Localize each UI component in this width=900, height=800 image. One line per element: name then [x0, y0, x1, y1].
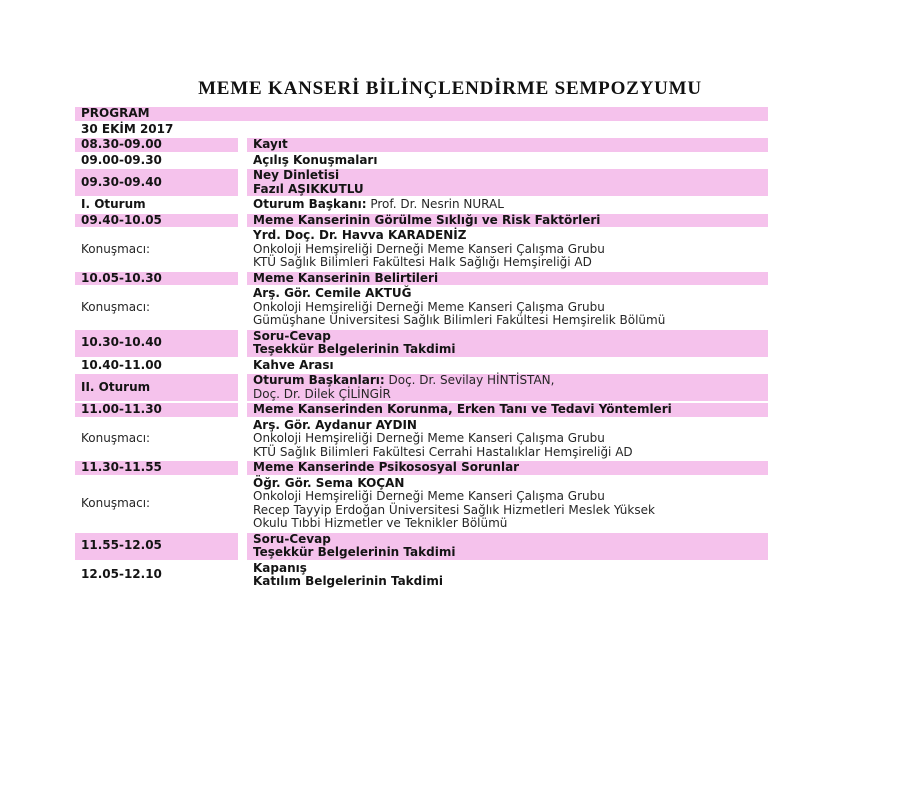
column-gap [238, 477, 247, 531]
table-row [75, 272, 768, 286]
content-bold-text: Arş. Gör. Aydanur AYDIN [253, 417, 417, 432]
content-cell [247, 330, 768, 357]
content-line [253, 359, 768, 373]
time-cell: 11.00-11.30 [75, 403, 238, 417]
content-bold-text: Ney Dinletisi [253, 168, 340, 182]
content-bold-text: Soru-Cevap [253, 531, 331, 546]
content-line [253, 490, 768, 504]
content-bold-text: Teşekkür Belgelerinin Takdimi [253, 545, 456, 559]
page-title: MEME KANSERİ BİLİNÇLENDİRME SEMPOZYUMU [198, 78, 702, 99]
content-line [253, 562, 768, 576]
content-bold-text: Fazıl AŞIKKUTLU [253, 181, 364, 196]
content-regular-text: Prof. Dr. Nesrin NURAL [366, 197, 504, 211]
time-cell: 11.30-11.55 [75, 461, 238, 475]
content-line [253, 343, 768, 357]
column-gap [238, 272, 247, 286]
content-regular-text: Onkoloji Hemşireliği Derneği Meme Kanseri Çalışma Grubu [253, 489, 605, 503]
content-line [253, 388, 768, 402]
content-cell [247, 562, 768, 589]
time-cell: 09.00-09.30 [81, 152, 162, 167]
content-line [253, 504, 768, 518]
content-line [253, 214, 768, 228]
time-cell: I. Oturum [81, 197, 146, 211]
content-regular-text: Doç. Dr. Sevilay HİNTİSTAN, [384, 373, 555, 387]
table-row [75, 403, 768, 417]
time-cell: 10.40-11.00 [81, 357, 162, 372]
content-line [253, 243, 768, 257]
content-cell [247, 287, 768, 328]
content-line [253, 446, 768, 460]
time-cell: 30 EKİM 2017 [81, 121, 174, 136]
content-bold-text: Oturum Başkanları: [253, 373, 385, 387]
content-line [253, 432, 768, 446]
column-gap [238, 533, 247, 560]
content-bold-text: Arş. Gör. Cemile AKTUĞ [253, 286, 412, 300]
content-bold-text: Meme Kanserinin Görülme Sıklığı ve Risk Faktörleri [253, 212, 601, 227]
content-cell [247, 374, 768, 401]
content-line [253, 138, 768, 152]
column-gap [238, 461, 247, 475]
content-cell [247, 214, 768, 228]
content-bold-text: Teşekkür Belgelerinin Takdimi [253, 342, 456, 356]
table-row [75, 533, 768, 560]
table-row [75, 330, 768, 357]
table-row [75, 169, 768, 196]
content-line [253, 403, 768, 417]
time-cell: Konuşmacı: [81, 299, 151, 314]
column-gap [238, 138, 247, 152]
content-line [253, 154, 768, 168]
time-cell: 09.30-09.40 [75, 169, 238, 196]
content-line [253, 461, 768, 475]
content-line [253, 517, 768, 531]
content-line [253, 256, 768, 270]
content-bold-text: Katılım Belgelerinin Takdimi [253, 574, 443, 588]
column-gap [238, 287, 247, 328]
column-gap [238, 374, 247, 401]
content-bold-text: Kayıt [253, 137, 288, 151]
program-table [75, 107, 768, 591]
content-bold-text: Kapanış [253, 560, 307, 575]
column-gap [238, 229, 247, 270]
content-regular-text: Onkoloji Hemşireliği Derneği Meme Kanseri Çalışma Grubu [253, 299, 605, 314]
column-gap [238, 419, 247, 460]
content-line [253, 169, 768, 183]
table-row [75, 154, 768, 168]
content-line [253, 183, 768, 197]
content-line [253, 314, 768, 328]
column-gap [238, 562, 247, 589]
table-row [75, 562, 768, 589]
content-cell [247, 359, 768, 373]
content-line [253, 533, 768, 547]
table-row [75, 287, 768, 328]
content-bold-text: Kahve Arası [253, 357, 334, 372]
content-regular-text: Gümüşhane Üniversitesi Sağlık Bilimleri Fakültesi Hemşirelik Bölümü [253, 313, 666, 327]
table-row [75, 123, 768, 137]
column-gap [238, 359, 247, 373]
time-cell: 10.05-10.30 [75, 272, 238, 286]
content-regular-text: Onkoloji Hemşireliği Derneği Meme Kanseri Çalışma Grubu [253, 431, 605, 445]
content-cell [247, 229, 768, 270]
content-cell [247, 154, 768, 168]
time-cell: PROGRAM [75, 107, 768, 121]
column-gap [238, 330, 247, 357]
table-row [75, 461, 768, 475]
content-regular-text: KTÜ Sağlık Bilimleri Fakültesi Halk Sağlığı Hemşireliği AD [253, 255, 592, 269]
content-bold-text: Öğr. Gör. Sema KOÇAN [253, 475, 405, 490]
content-cell [247, 533, 768, 560]
table-row [75, 229, 768, 270]
content-line [253, 477, 768, 491]
content-bold-text: Meme Kanserinde Psikososyal Sorunlar [253, 460, 520, 474]
time-cell: 08.30-09.00 [75, 138, 238, 152]
content-cell [247, 138, 768, 152]
table-row [75, 374, 768, 401]
content-bold-text: Oturum Başkanı: [253, 197, 367, 211]
column-gap [238, 154, 247, 168]
column-gap [238, 214, 247, 228]
content-line [253, 198, 768, 212]
content-bold-text: Meme Kanserinin Belirtileri [253, 270, 439, 285]
content-regular-text: KTÜ Sağlık Bilimleri Fakültesi Cerrahi Hastalıklar Hemşireliği AD [253, 444, 633, 459]
table-row [75, 107, 768, 121]
time-cell: 09.40-10.05 [75, 214, 238, 228]
content-cell [247, 272, 768, 286]
time-cell: Konuşmacı: [81, 431, 151, 445]
content-bold-text: Açılış Konuşmaları [253, 152, 378, 167]
time-cell: 11.55-12.05 [75, 533, 238, 560]
table-row [75, 477, 768, 531]
content-cell [247, 477, 768, 531]
content-line [253, 374, 768, 388]
table-row [75, 359, 768, 373]
table-row [75, 419, 768, 460]
content-cell [247, 419, 768, 460]
program-table-rows [75, 107, 768, 589]
content-cell [247, 198, 768, 212]
content-line [253, 546, 768, 560]
time-cell: Konuşmacı: [81, 495, 151, 510]
content-line [253, 419, 768, 433]
content-line [253, 301, 768, 315]
column-gap [238, 169, 247, 196]
content-regular-text: Okulu Tıbbi Hizmetler ve Teknikler Bölümü [253, 516, 508, 530]
content-line [253, 229, 768, 243]
content-bold-text: Soru-Cevap [253, 328, 331, 343]
content-regular-text: Onkoloji Hemşireliği Derneği Meme Kanseri Çalışma Grubu [253, 241, 605, 256]
content-line [253, 575, 768, 589]
content-regular-text: Doç. Dr. Dilek ÇİLİNGİR [253, 386, 391, 401]
content-line [253, 272, 768, 286]
content-regular-text: Recep Tayyip Erdoğan Üniversitesi Sağlık Hizmetleri Meslek Yüksek [253, 502, 655, 517]
content-bold-text: Meme Kanserinden Korunma, Erken Tanı ve Tedavi Yöntemleri [253, 402, 672, 416]
table-row [75, 198, 768, 212]
content-cell [247, 461, 768, 475]
column-gap [238, 198, 247, 212]
time-cell: II. Oturum [75, 374, 238, 401]
table-row [75, 214, 768, 228]
time-cell: 10.30-10.40 [75, 330, 238, 357]
content-line [253, 287, 768, 301]
content-line [253, 330, 768, 344]
content-cell [247, 169, 768, 196]
column-gap [238, 403, 247, 417]
time-cell: 12.05-12.10 [81, 567, 162, 582]
time-cell: Konuşmacı: [81, 241, 151, 256]
content-bold-text: Yrd. Doç. Dr. Havva KARADENİZ [253, 228, 467, 242]
content-cell [247, 403, 768, 417]
table-row [75, 138, 768, 152]
